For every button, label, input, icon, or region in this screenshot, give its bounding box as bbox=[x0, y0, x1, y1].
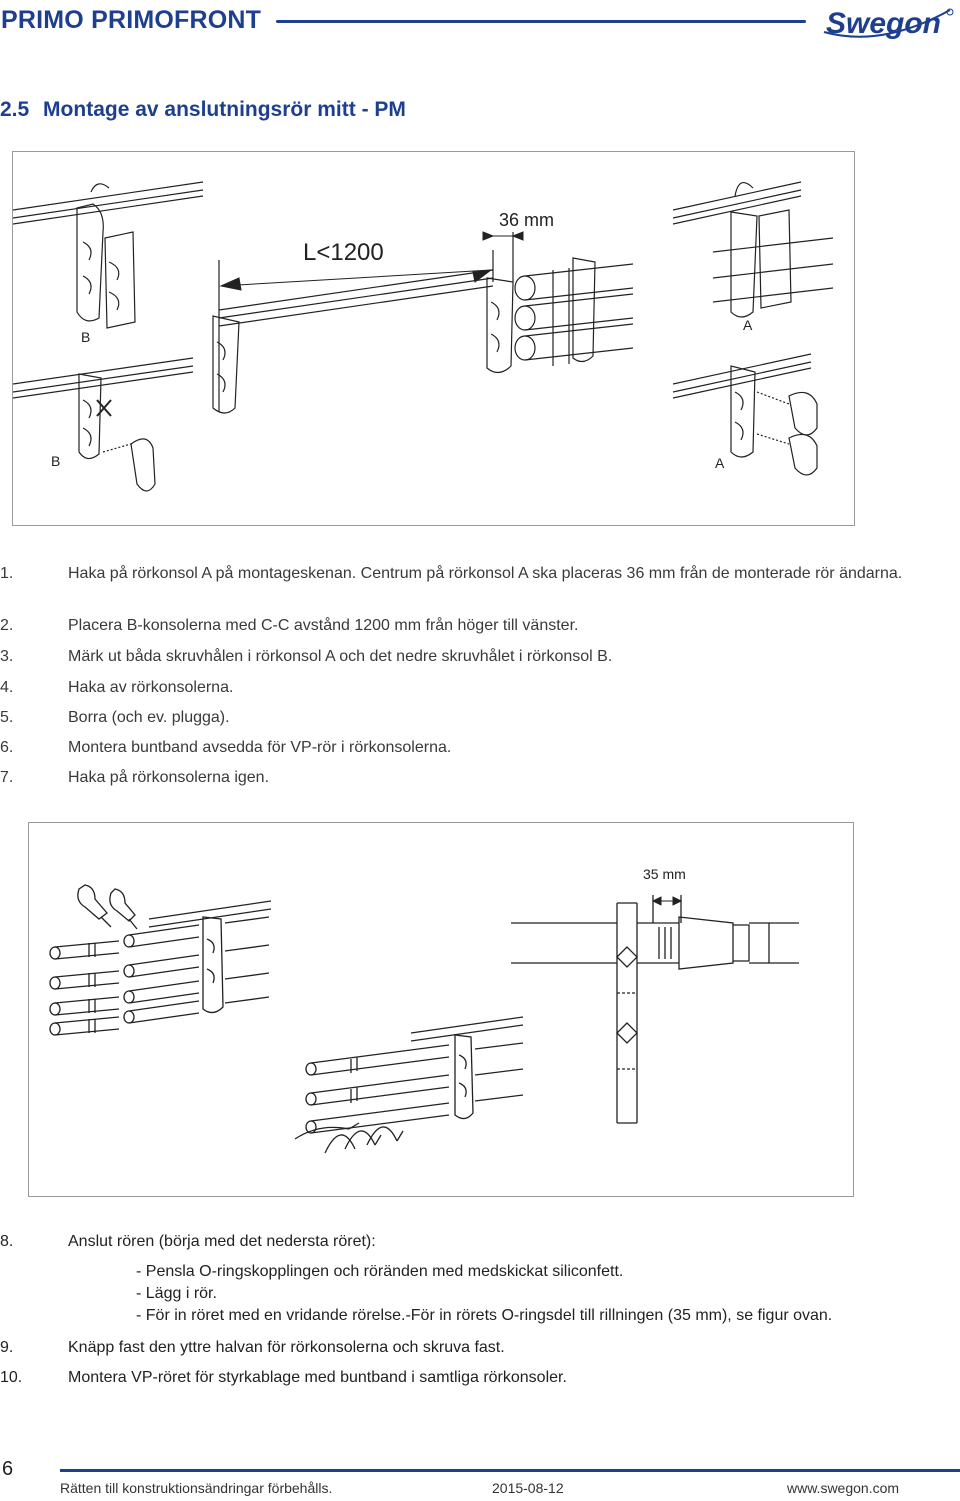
swegon-logo bbox=[822, 2, 958, 51]
section-title: Montage av anslutningsrör mitt - PM bbox=[43, 98, 406, 121]
document-title: PRIMO PRIMOFRONT bbox=[1, 6, 262, 34]
step-text: Anslut rören (börja med det nedersta röret): bbox=[68, 1233, 376, 1250]
mounting-figure bbox=[12, 151, 855, 526]
step-text: Haka av rörkonsolerna. bbox=[68, 679, 234, 696]
step-text: Montera buntband avsedda för VP-rör i rörkonsolerna. bbox=[68, 739, 452, 756]
footer-rule bbox=[60, 1469, 960, 1472]
label-b-bottom: B bbox=[51, 453, 61, 469]
step-number: 6. bbox=[0, 739, 14, 756]
step-text: Montera VP-röret för styrkablage med buntband i samtliga rörkonsoler. bbox=[68, 1369, 567, 1386]
step-text: Borra (och ev. plugga). bbox=[68, 709, 230, 726]
mounting-illustration bbox=[13, 152, 854, 525]
footer-website[interactable]: www.swegon.com bbox=[787, 1480, 900, 1496]
substep-3: - För in röret med en vridande rörelse.-För in rörets O-ringsdel till rillningen (35 mm), se figur ovan. bbox=[136, 1307, 833, 1324]
pipe-connection-figure bbox=[28, 822, 854, 1197]
label-a-top: A bbox=[743, 317, 753, 333]
step-number: 9. bbox=[0, 1339, 14, 1356]
step-number: 1. bbox=[0, 565, 14, 582]
step-text: Haka på rörkonsolerna igen. bbox=[68, 769, 270, 786]
dim-offset-label: 36 mm bbox=[499, 210, 555, 230]
footer-date: 2015-08-12 bbox=[492, 1480, 564, 1496]
step-text: Märk ut båda skruvhålen i rörkonsol A och det nedre skruvhålet i rörkonsol B. bbox=[68, 648, 613, 665]
label-b-top: B bbox=[81, 329, 91, 345]
footer-rights: Rätten till konstruktionsändringar förbehålls. bbox=[60, 1480, 333, 1496]
step-number: 10. bbox=[0, 1369, 23, 1386]
pipe-connection-illustration bbox=[29, 823, 853, 1196]
substep-1: - Pensla O-ringskopplingen och röränden med medskickat siliconfett. bbox=[136, 1263, 624, 1280]
step-number: 2. bbox=[0, 617, 14, 634]
label-a-bottom: A bbox=[715, 455, 725, 471]
substep-2: - Lägg i rör. bbox=[136, 1285, 217, 1302]
step-text: Haka på rörkonsol A på montageskenan. Centrum på rörkonsol A ska placeras 36 mm från de monterade rör ändarna. bbox=[68, 565, 903, 582]
step-number: 3. bbox=[0, 648, 14, 665]
step-number: 8. bbox=[0, 1233, 14, 1250]
step-text: Knäpp fast den yttre halvan för rörkonsolerna och skruva fast. bbox=[68, 1339, 505, 1356]
step-number: 5. bbox=[0, 709, 14, 726]
header-rule bbox=[276, 20, 806, 23]
svg-text:Swegon: Swegon bbox=[826, 7, 942, 40]
dim-length-label: L<1200 bbox=[303, 239, 384, 266]
step-number: 4. bbox=[0, 679, 14, 696]
section-heading bbox=[0, 98, 406, 122]
page-number: 6 bbox=[2, 1458, 14, 1480]
step-number: 7. bbox=[0, 769, 14, 786]
section-number: 2.5 bbox=[0, 98, 30, 121]
step-text: Placera B-konsolerna med C-C avstånd 1200 mm från höger till vänster. bbox=[68, 617, 579, 634]
dim-35mm-label: 35 mm bbox=[643, 866, 686, 882]
